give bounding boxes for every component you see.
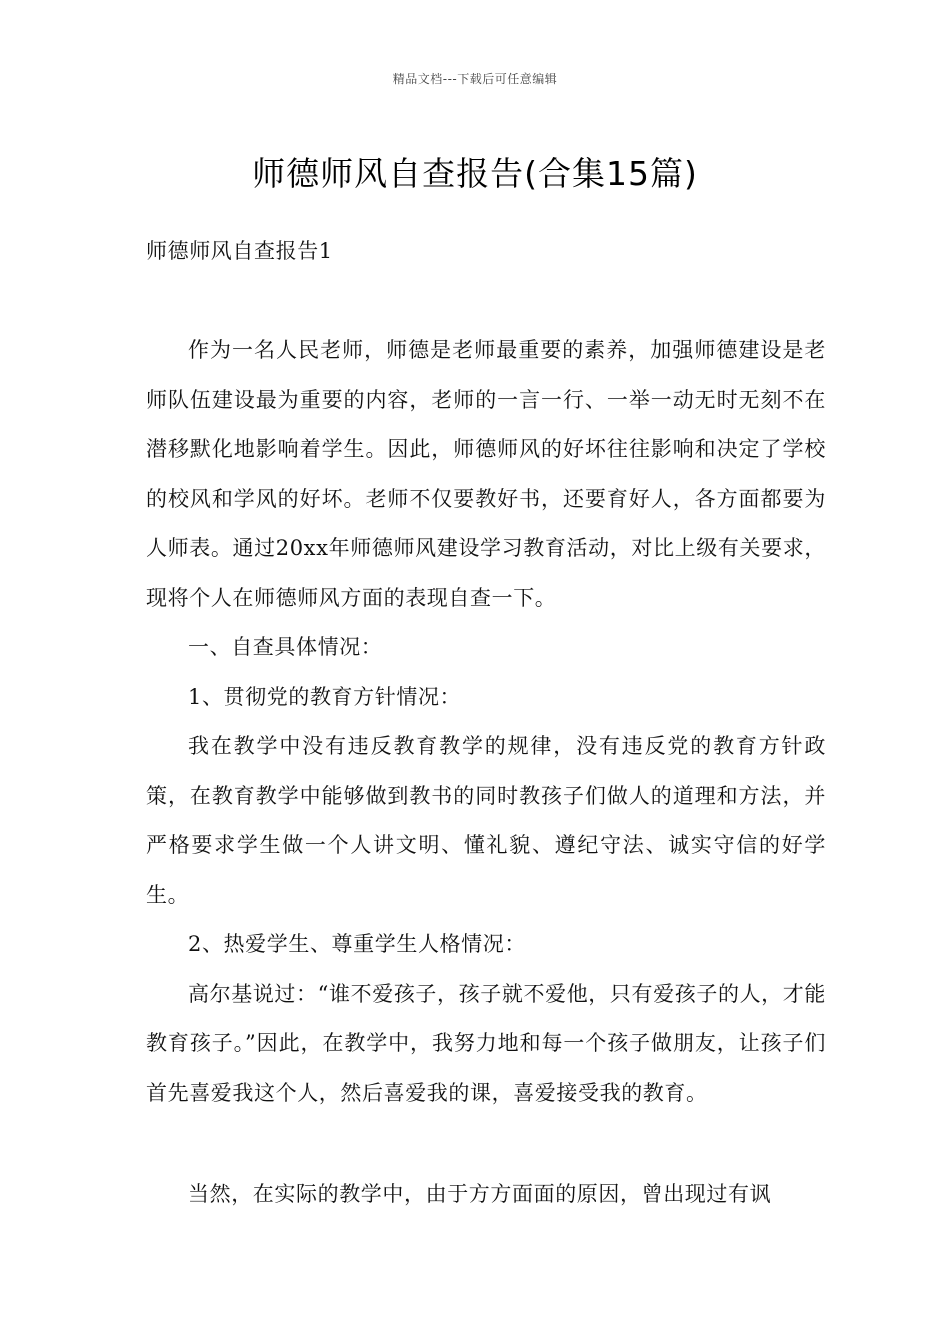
paragraph-subheading-2: 2、热爱学生、尊重学生人格情况：	[188, 932, 526, 956]
paragraph-heading-1: 一、自查具体情况：	[188, 635, 383, 659]
paragraph-intro: 作为一名人民老师，师德是老师最重要的素养，加强师德建设是老师队伍建设最为重要的内容，老师的一言一行、一举一动无时无刻不在潜移默化地影响着学生。因此，师德师风的好坏往往影响和决定了学校的校风和学风的好坏。老师不仅要教好书，还要育好人，各方面都要为人师表。通过20xx年师德师风建设学习教育活动，对比上级有关要求，现将个人在师德师风方面的表现自查一下。	[146, 338, 826, 610]
paragraph-subheading-1: 1、贯彻党的教育方针情况：	[188, 684, 462, 709]
section-heading: 师德师风自查报告1	[146, 239, 333, 263]
body-text-continued	[146, 1170, 826, 1220]
document-title: 师德师风自查报告(合集15篇)	[252, 154, 698, 194]
header-note: 精品文档---下载后可任意编辑	[392, 72, 558, 86]
paragraph-trailing: 当然，在实际的教学中，由于方方面面的原因，曾出现过有讽	[188, 1182, 772, 1206]
body-text	[146, 326, 826, 1118]
paragraph-body-2: 高尔基说过：“谁不爱孩子，孩子就不爱他，只有爱孩子的人，才能教育孩子。”因此，在教学中，我努力地和每一个孩子做朋友，让孩子们首先喜爱我这个人，然后喜爱我的课，喜爱接受我的教育。	[146, 981, 826, 1105]
paragraph-body-1: 我在教学中没有违反教育教学的规律，没有违反党的教育方针政策，在教育教学中能够做到教书的同时教孩子们做人的道理和方法，并严格要求学生做一个人讲文明、懂礼貌、遵纪守法、诚实守信的好学生。	[146, 734, 826, 907]
